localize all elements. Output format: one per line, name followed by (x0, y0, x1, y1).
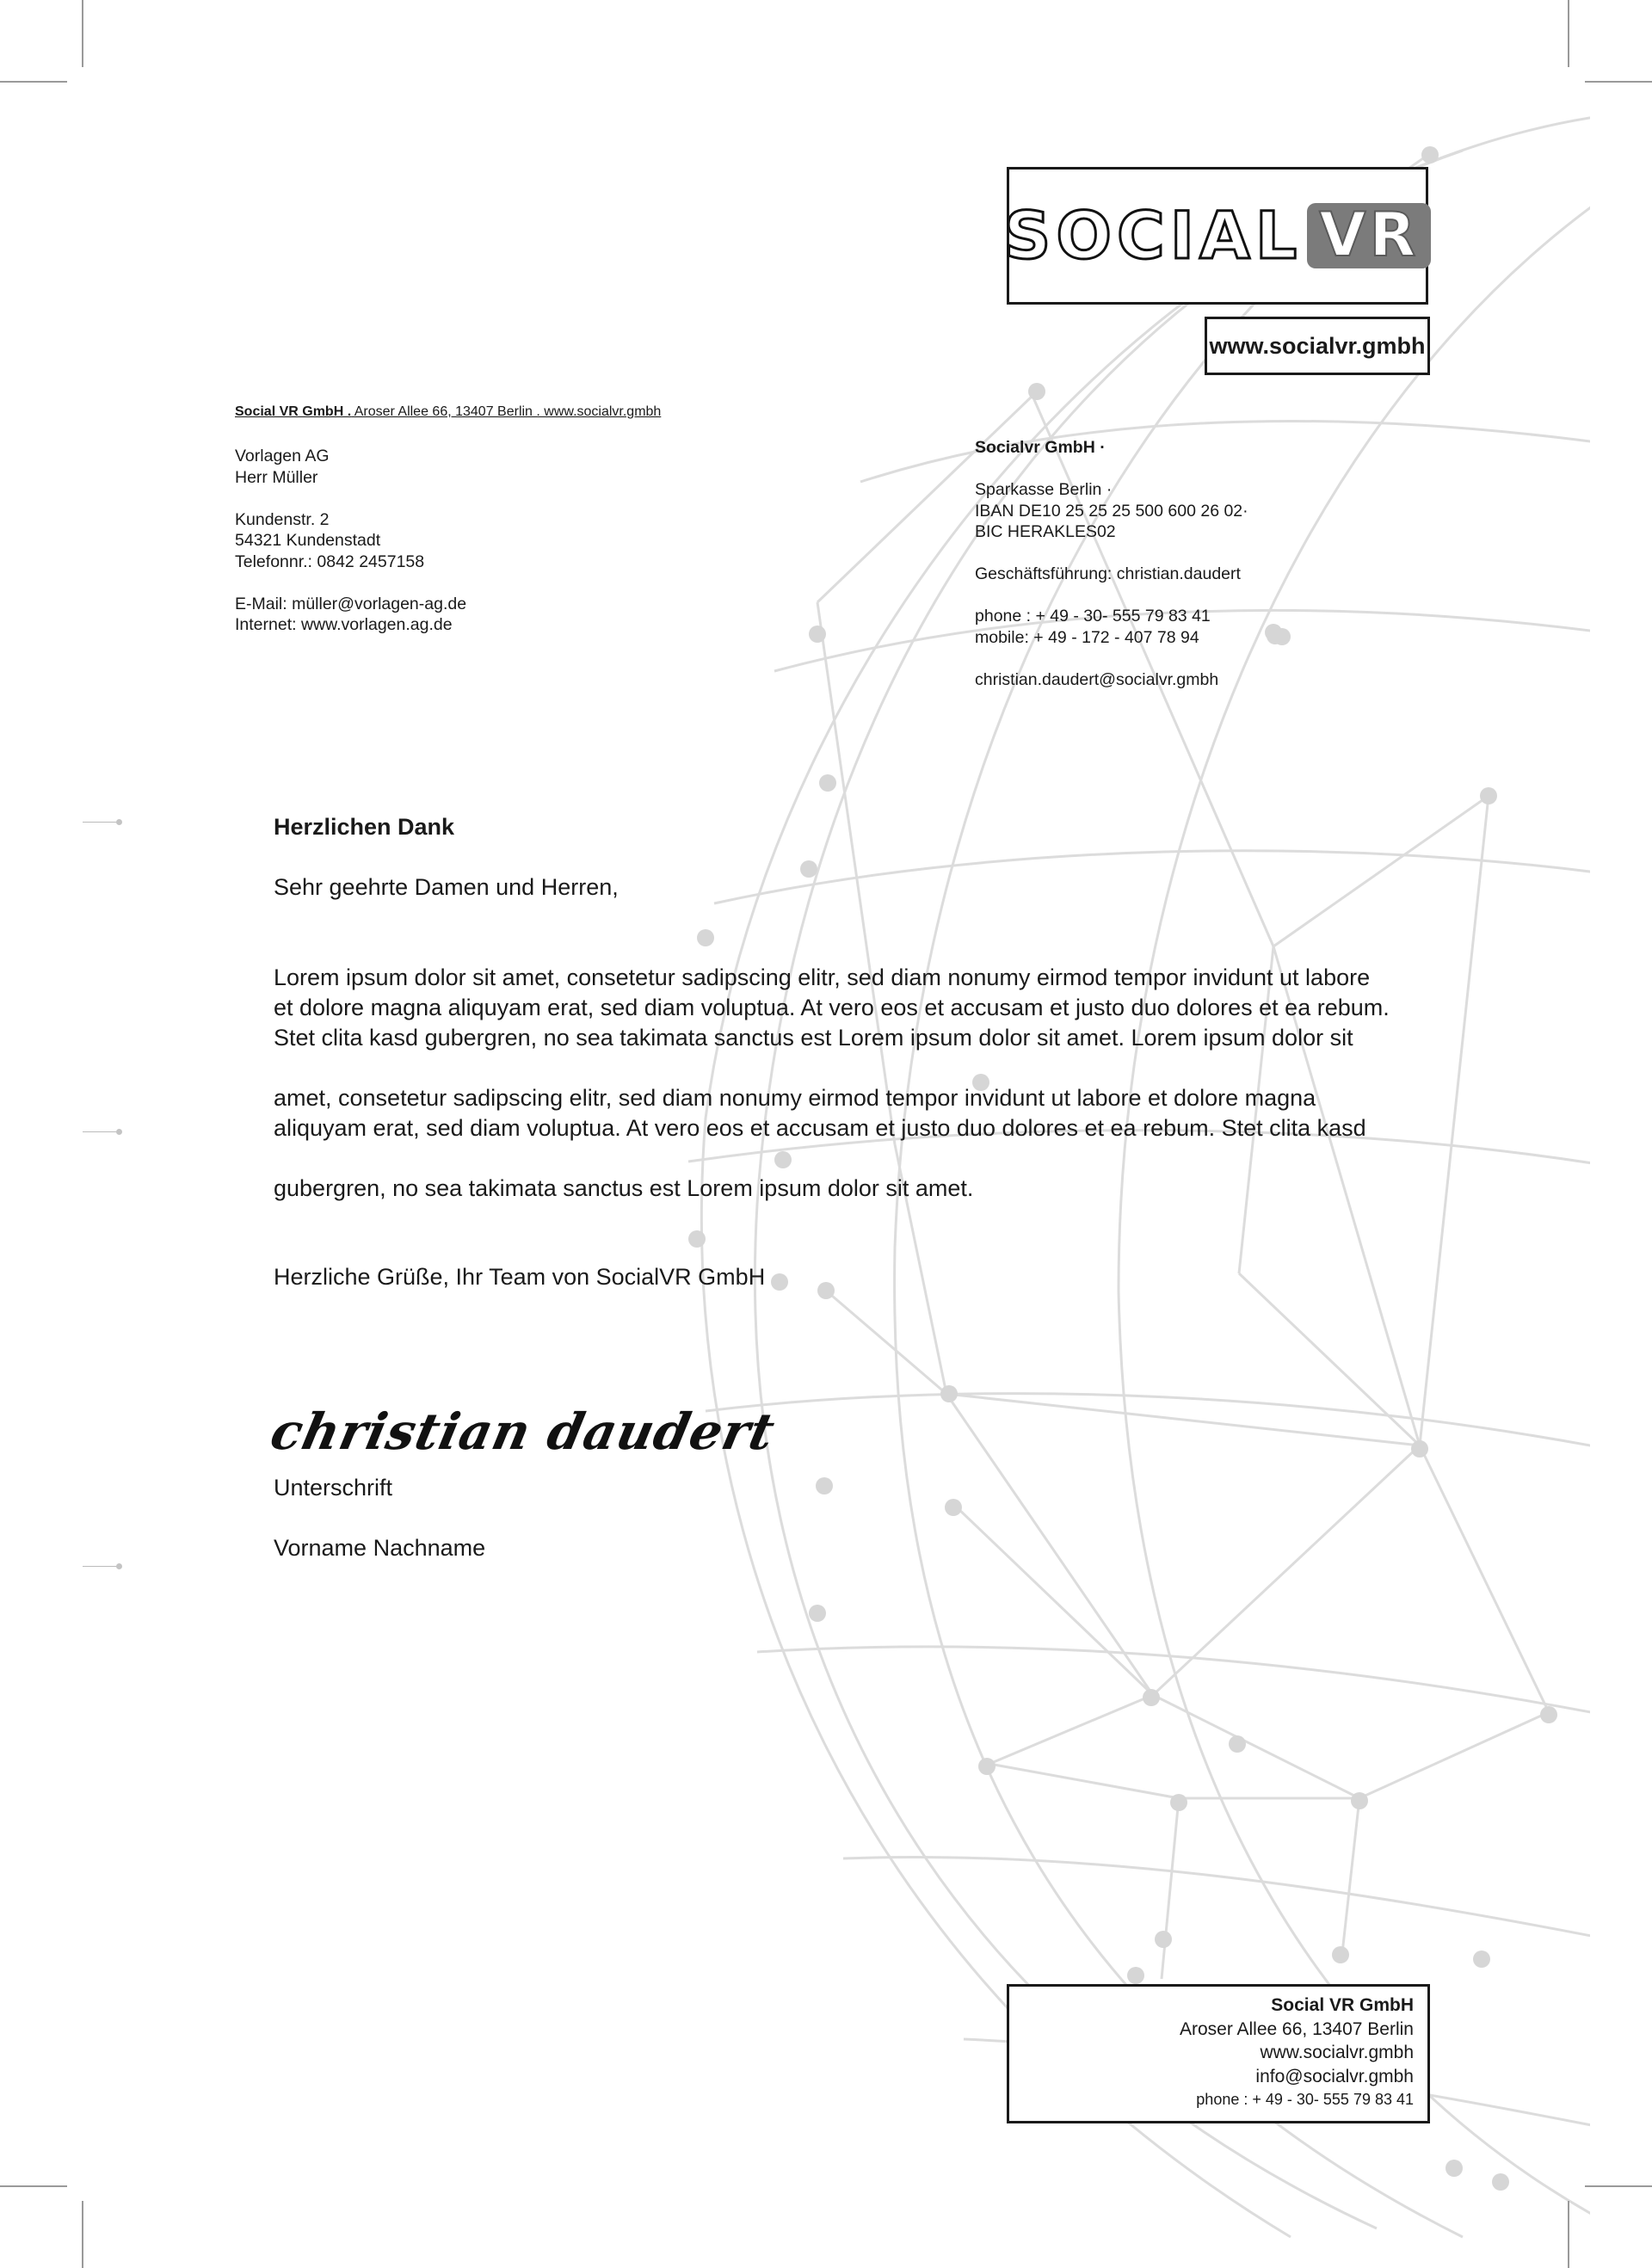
signature-label: Unterschrift (274, 1475, 393, 1501)
paragraph-line: Stet clita kasd gubergren, no sea takimata sanctus est Lorem ipsum dolor sit amet. Lorem ipsum dolor sit (274, 1025, 1353, 1051)
company-info-bank: Sparkasse Berlin · (975, 480, 1113, 499)
paragraph-line: Lorem ipsum dolor sit amet, consetetur sadipscing elitr, sed diam nonumy eirmod tempor invidunt ut labore (274, 965, 1371, 990)
logo-vr-badge: VR (1307, 203, 1431, 268)
footer-email: info@socialvr.gmbh (1255, 2066, 1414, 2086)
paragraph-line: et dolore magna aliquyam erat, sed diam voluptua. At vero eos et accusam et justo duo dolores et ea rebum. (274, 995, 1390, 1020)
crop-mark (82, 2201, 83, 2268)
recipient-city: 54321 Kundenstadt (235, 531, 381, 550)
footer-contact-box (1007, 1984, 1430, 2123)
recipient-email: E-Mail: müller@vorlagen-ag.de (235, 594, 467, 613)
company-info-mobile: mobile: + 49 - 172 - 407 78 94 (975, 627, 1199, 647)
logo-wordmark: SOCIAL (1003, 197, 1303, 274)
footer-company: Social VR GmbH (1271, 1995, 1414, 2015)
crop-mark (0, 2185, 67, 2187)
crop-mark (0, 81, 67, 83)
recipient-company: Vorlagen AG (235, 447, 330, 465)
footer-website: www.socialvr.gmbh (1260, 2043, 1414, 2062)
fold-mark (83, 822, 117, 823)
crop-mark (1585, 81, 1652, 83)
letter-paragraph-1 (274, 963, 1418, 1053)
crop-mark (82, 0, 83, 67)
letter-closing: Herzliche Grüße, Ihr Team von SocialVR GmbH (274, 1264, 766, 1290)
paragraph-line: amet, consetetur sadipscing elitr, sed diam nonumy eirmod tempor invidunt ut labore et dolore magna (274, 1085, 1316, 1111)
fold-mark (83, 1566, 117, 1567)
sender-return-line (235, 404, 661, 420)
company-info-name: Socialvr GmbH · (975, 438, 1106, 457)
company-info-email: christian.daudert@socialvr.gmbh (975, 669, 1219, 689)
name-label: Vorname Nachname (274, 1535, 486, 1561)
company-info-block (975, 437, 1248, 690)
crop-mark (1568, 2201, 1569, 2268)
header-website-text: www.socialvr.gmbh (1209, 332, 1426, 359)
header-website (1205, 317, 1430, 375)
company-info-iban: IBAN DE10 25 25 25 500 600 26 02· (975, 501, 1248, 521)
letter-salutation: Sehr geehrte Damen und Herren, (274, 874, 619, 900)
crop-mark (1568, 0, 1569, 67)
recipient-phone: Telefonnr.: 0842 2457158 (235, 552, 425, 571)
letter-paragraph-2 (274, 1083, 1418, 1143)
handwritten-signature: christian daudert (265, 1402, 780, 1461)
company-info-bic: BIC HERAKLES02 (975, 522, 1116, 541)
paragraph-line: aliquyam erat, sed diam voluptua. At vero eos et accusam et justo duo dolores et ea rebum. Stet clita kasd (274, 1115, 1366, 1141)
company-logo (1003, 167, 1428, 305)
recipient-internet: Internet: www.vorlagen.ag.de (235, 615, 453, 634)
footer-address: Aroser Allee 66, 13407 Berlin (1179, 2018, 1414, 2039)
letter-subject: Herzlichen Dank (274, 814, 455, 840)
recipient-street: Kundenstr. 2 (235, 509, 330, 529)
sender-address: Aroser Allee 66, 13407 Berlin . www.socialvr.gmbh (351, 404, 662, 419)
company-info-phone: phone : + 49 - 30- 555 79 83 41 (975, 607, 1211, 626)
crop-mark (1585, 2185, 1652, 2187)
footer-phone: phone : + 49 - 30- 555 79 83 41 (1196, 2091, 1414, 2108)
paragraph-line: gubergren, no sea takimata sanctus est Lorem ipsum dolor sit amet. (274, 1175, 974, 1201)
recipient-address-block (235, 446, 466, 636)
fold-mark (83, 1131, 117, 1132)
sender-company: Social VR GmbH . (235, 404, 352, 419)
company-info-management: Geschäftsführung: christian.daudert (975, 564, 1241, 583)
letter-paragraph-3 (274, 1174, 1418, 1204)
recipient-person: Herr Müller (235, 467, 318, 487)
